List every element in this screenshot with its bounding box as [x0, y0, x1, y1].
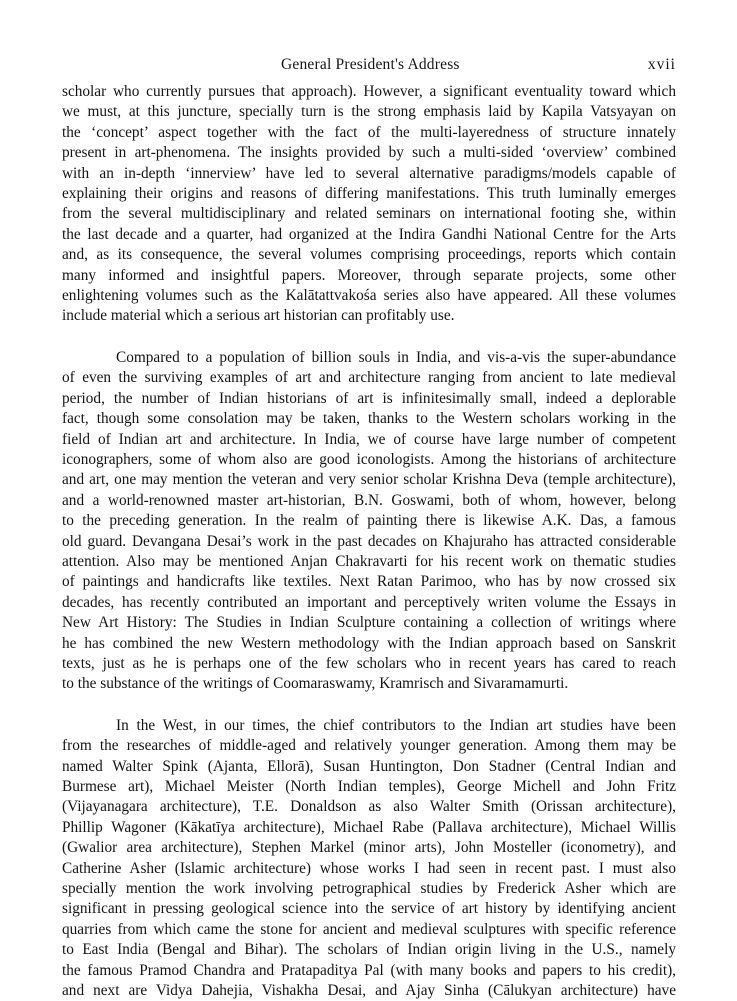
- text-line: specially mention the work involving petrographical studies by Frederick Asher which are: [62, 880, 676, 898]
- text-line: decades, has recently contributed an important and perceptively writen volume the Essays in: [62, 593, 676, 611]
- text-line: he has combined the new Western methodology with the Indian approach based on Sanskrit: [62, 634, 676, 652]
- text-line: In the West, in our times, the chief contributors to the Indian art studies have been: [116, 716, 676, 734]
- text-line: old guard. Devangana Desai’s work in the past decades on Khajuraho has attracted considerable: [62, 532, 676, 550]
- text-line: Burmese art), Michael Meister (North Indian temples), George Michell and John Fritz: [62, 778, 676, 795]
- text-line: attention. Also may be mentioned Anjan Chakravarti for his recent work on thematic studies: [62, 552, 676, 570]
- text-line: Catherine Asher (Islamic architecture) whose works I had seen in recent past. I must also: [62, 859, 676, 877]
- running-header: [60, 56, 680, 78]
- paragraph-1: [62, 82, 676, 327]
- running-header-title: General President's Address: [281, 56, 460, 73]
- text-line: iconographers, some of whom also are good iconologists. Among the historians of architecture: [62, 450, 676, 468]
- paragraph-gap: [62, 695, 676, 716]
- text-line: to the substance of the writings of Coomaraswamy, Kramrisch and Sivaramamurti.: [62, 675, 569, 693]
- text-line: to the preceding generation. In the realm of painting there is likewise A.K. Das, a famous: [62, 512, 676, 530]
- text-line: scholar who currently pursues that approach). However, a significant eventuality toward which: [62, 83, 676, 100]
- text-line: we must, at this juncture, specially turn is the strong emphasis laid by Kapila Vatsyayan on: [62, 103, 676, 121]
- text-line: (Vijayanagara architecture), T.E. Donaldson as also Walter Smith (Orissan architecture),: [62, 798, 676, 816]
- text-line: New Art History: The Studies in Indian Sculpture containing a collection of writings where: [62, 614, 676, 632]
- text-line: significant in pressing geological science into the service of art history by identifying ancient: [62, 900, 676, 918]
- paragraph-2: [62, 348, 676, 695]
- text-line: the last decade and a quarter, had organized at the Indira Gandhi National Centre for the Arts: [62, 225, 676, 243]
- text-line: from the several multidisciplinary and related seminars on international footing she, within: [62, 205, 676, 223]
- text-line: texts, just as he is perhaps one of the few scholars who in recent years has cared to reach: [62, 654, 676, 672]
- text-line: (Gwalior area architecture), Stephen Markel (minor arts), John Mosteller (iconometry), and: [62, 839, 676, 857]
- text-line: and, as its consequence, the several volumes comprising proceedings, reports which contain: [62, 246, 676, 264]
- text-line: many informed and insightful papers. Moreover, through separate projects, some other: [62, 266, 676, 284]
- text-line: of even the surviving examples of art and architecture ranging from ancient to late medieval: [62, 369, 676, 387]
- text-line: quarries from which came the stone for ancient and medieval sculptures with specific reference: [62, 920, 676, 938]
- text-line: the ‘concept’ aspect together with the fact of the multi-layeredness of structure innately: [62, 123, 676, 141]
- page-number: xvii: [647, 56, 676, 73]
- text-line: Phillip Wagoner (Kākatīya architecture), Michael Rabe (Pallava architecture), Michael Willis: [62, 818, 676, 836]
- text-line: field of Indian art and architecture. In India, we of course have large number of competent: [62, 430, 676, 448]
- paragraph-gap: [62, 327, 676, 348]
- text-line: with an in-depth ‘innerview’ have led to several alternative paradigms/models capable of: [62, 164, 676, 182]
- text-line: to East India (Bengal and Bihar). The scholars of Indian origin living in the U.S., namely: [62, 941, 676, 959]
- text-line: and next are Vidya Dahejia, Vishakha Desai, and Ajay Sinha (Cālukyan architecture) have: [62, 982, 676, 1000]
- text-line: named Walter Spink (Ajanta, Ellorā), Susan Huntington, Don Stadner (Central Indian and: [62, 757, 676, 775]
- body-text: [62, 82, 676, 1001]
- text-line: of paintings and handicrafts like textiles. Next Ratan Parimoo, who has by now crossed six: [62, 573, 676, 591]
- text-line: present in art-phenomena. The insights provided by such a multi-sided ‘overview’ combined: [62, 144, 676, 162]
- text-line: period, the number of Indian historians of art is infinitesimally small, indeed a deplorable: [62, 389, 676, 407]
- text-line: the famous Pramod Chandra and Pratapaditya Pal (with many books and papers to his credit),: [62, 961, 676, 979]
- text-line: explaining their origins and reasons of differing manifestations. This truth luminally emerges: [62, 185, 676, 203]
- text-line: include material which a serious art historian can profitably use.: [62, 307, 455, 325]
- paragraph-3: [62, 716, 676, 1001]
- text-line: fact, though some consolation may be taken, thanks to the Western scholars working in the: [62, 410, 676, 428]
- text-line: and art, one may mention the veteran and very senior scholar Krishna Deva (temple architecture),: [62, 471, 676, 489]
- text-line: from the researches of middle-aged and relatively younger generation. Among them may be: [62, 737, 676, 755]
- text-line: and a world-renowned master art-historian, B.N. Goswami, both of whom, however, belong: [62, 491, 676, 509]
- text-line: Compared to a population of billion souls in India, and vis-a-vis the super-abundance: [116, 348, 676, 366]
- text-line: enlightening volumes such as the Kalātattvakośa series also have appeared. All these volumes: [62, 287, 676, 305]
